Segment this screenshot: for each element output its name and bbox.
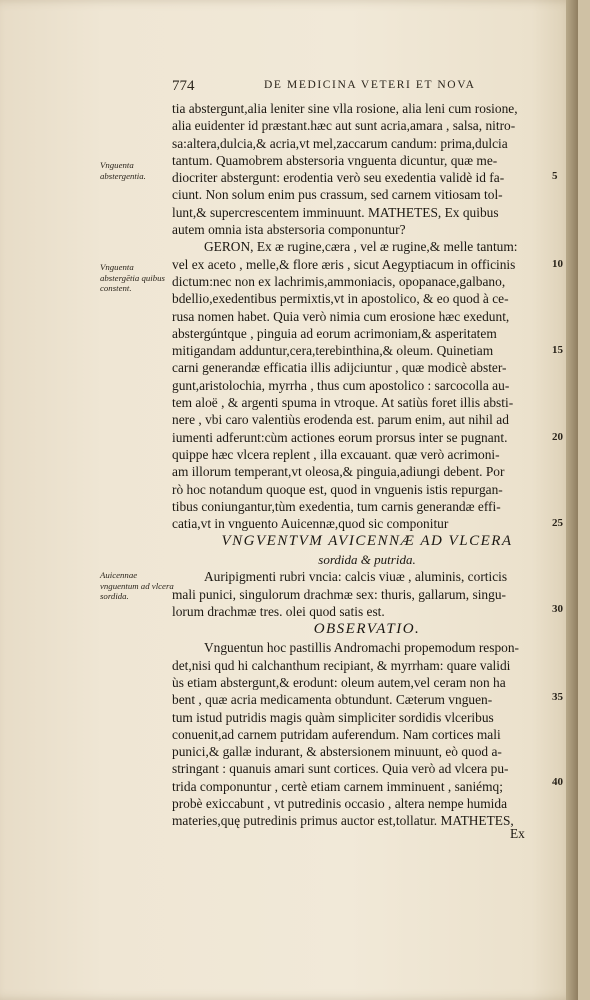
text-line: autem omnia ista abstersoria componuntur? bbox=[172, 222, 406, 238]
text-body bbox=[172, 100, 562, 830]
line-number: 30 bbox=[552, 603, 563, 615]
catchword: Ex bbox=[510, 826, 525, 841]
text-line: vel ex aceto , melle,& flore æris , sicut Aegyptiacum in officinis bbox=[172, 256, 516, 272]
line-number: 25 bbox=[552, 517, 563, 529]
text-line: probè exiccabunt , vt putredinis occasio , altera nempe humida bbox=[172, 795, 508, 811]
text-line: abstergúntque , pinguia ad eorum acrimoniam,& asperitatem bbox=[172, 325, 497, 341]
text-line: bdellio,exedentibus permixtis,vt in apostolico, & eo quod à ce- bbox=[172, 291, 509, 307]
text-line: rusa nomen habet. Quia verò nimia cum erosione hæc exedunt, bbox=[172, 308, 510, 324]
text-line: sa:altera,dulcia,& acria,vt mel,zaccarum candum: prima,dulcia bbox=[172, 135, 508, 151]
text-line: GERON, Ex æ rugine,cæra , vel æ rugine,& melle tantum: bbox=[204, 239, 518, 255]
text-line: iumenti adferunt:cùm actiones eorum prorsus inter se pugnant. bbox=[172, 429, 508, 445]
text-line: bent , quæ acria medicamenta obtundunt. Cæterum vnguen- bbox=[172, 692, 493, 708]
text-line: punici,& gallæ indurant, & abstersionem minuunt, eò quod a- bbox=[172, 744, 502, 760]
text-line: rò hoc notandum quoque est, quod in vnguenis istis repurgan- bbox=[172, 481, 503, 497]
line-number: 35 bbox=[552, 691, 563, 703]
text-line: nere , vbi caro valentiùs erodenda est. parum enim, aut nihil ad bbox=[172, 412, 509, 428]
line-number: 15 bbox=[552, 344, 563, 356]
text-line: diocriter abstergunt: erodentia verò seu exedentia validè id fa- bbox=[172, 170, 505, 186]
text-line: mali punici, singulorum drachmæ sex: thuris, gallarum, singu- bbox=[172, 586, 506, 602]
line-number: 40 bbox=[552, 776, 563, 788]
text-line: catia,vt in vnguento Auicennæ,quod sic componitur bbox=[172, 516, 449, 532]
text-line: ùs etiam abstergunt,& erodunt: oleum autem,vel ceram non ha bbox=[172, 674, 506, 690]
text-line: dictum:nec non ex lachrimis,ammoniacis, opopanace,galbano, bbox=[172, 273, 506, 289]
text-line: am illorum temperant,vt oleosa,& pinguia,adiungi debent. Por bbox=[172, 464, 505, 480]
text-line: materies,quę putredinis primus auctor est,tollatur. MATHETES, bbox=[172, 813, 514, 829]
text-line: tantum. Quamobrem abstersoria vnguenta dicuntur, quæ me- bbox=[172, 152, 498, 168]
running-title: DE MEDICINA VETERI ET NOVA bbox=[264, 79, 476, 91]
margin-note: Vnguenta abstergentia. bbox=[100, 160, 146, 181]
text-line: tum istud putridis magis quàm simpliciter sordidis vlceribus bbox=[172, 709, 494, 725]
line-number: 5 bbox=[552, 170, 558, 182]
text-line: det,nisi qud hi calchanthum recipiant, & myrrham: quare validi bbox=[172, 657, 511, 673]
text-line: tem aloë , & argenti spuma in vtroque. At satiùs foret illis absti- bbox=[172, 395, 514, 411]
text-line: Vnguentun hoc pastillis Andromachi propemodum respon- bbox=[204, 640, 519, 656]
text-line: tibus coniungantur,tùm exedentia, tum carnis generandæ effi- bbox=[172, 498, 501, 514]
margin-note: Vnguenta abstergētia quibus constent. bbox=[100, 262, 165, 294]
text-line: conuenit,ad carnem putridam auferendum. Nam cortices mali bbox=[172, 726, 501, 742]
text-line: ciunt. Non solum enim pus crassum, sed carnem vitiosam tol- bbox=[172, 187, 503, 203]
text-line: quippe hæc vlcera replent , illa excauant. quæ verò acrimoni- bbox=[172, 446, 500, 462]
text-line: Auripigmenti rubri vncia: calcis viuæ , aluminis, corticis bbox=[204, 569, 508, 585]
text-line: lorum drachmæ tres. olei quod satis est. bbox=[172, 604, 385, 620]
line-number: 20 bbox=[552, 431, 563, 443]
text-line: lunt,& supercrescentem imminuunt. MATHETES, Ex quibus bbox=[172, 204, 499, 220]
line-number: 10 bbox=[552, 258, 563, 270]
text-line: tia abstergunt,alia leniter sine vlla rosione, alia leni cum rosione, bbox=[172, 101, 518, 116]
text-line: gunt,aristolochia, myrrha , thus cum apostolico : sarcocolla au- bbox=[172, 377, 510, 393]
margin-note: Auicennae vnguentum ad vlcera sordida. bbox=[100, 570, 174, 602]
section-subtitle: sordida & putrida. bbox=[318, 552, 416, 568]
observatio-heading: OBSERVATIO. bbox=[313, 621, 421, 638]
page-number: 774 bbox=[172, 78, 195, 94]
page-edge bbox=[566, 0, 578, 1000]
text-line: alia euidenter id præstant.hæc aut sunt acria,amara , salsa, nitro- bbox=[172, 118, 516, 134]
text-line: trida componuntur , certè etiam carnem imminuent , saniémq; bbox=[172, 778, 503, 794]
text-line: stringant : quanuis amari sunt cortices. Quia verò ad vlcera pu- bbox=[172, 761, 509, 777]
section-title: VNGVENTVM AVICENNÆ AD VLCERA bbox=[221, 533, 513, 550]
text-line: mitigandam adduntur,cera,terebinthina,& oleum. Quinetiam bbox=[172, 343, 494, 359]
text-line: carni generandæ efficatia illis adijciuntur , quæ modicè abster- bbox=[172, 360, 507, 376]
